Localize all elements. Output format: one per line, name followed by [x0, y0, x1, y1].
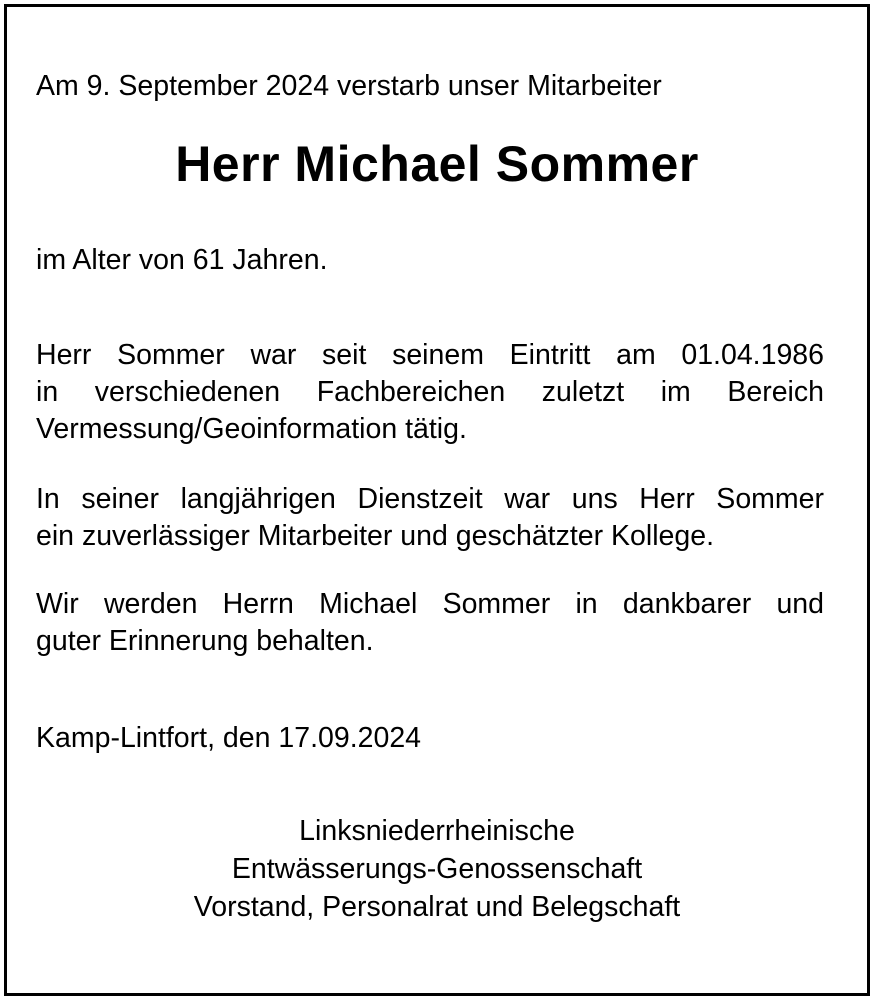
deceased-name: Herr Michael Sommer: [175, 136, 699, 192]
paragraph-line: Vermessung/Geoinformation tätig.: [36, 413, 467, 445]
paragraph-line: In seiner langjährigen Dienstzeit war uns Herr Sommer: [36, 483, 824, 515]
paragraph-line: Herr Sommer war seit seinem Eintritt am 01.04.1986: [36, 339, 824, 371]
paragraph-line: in verschiedenen Fachbereichen zuletzt im Bereich: [36, 376, 824, 408]
signoff-representatives: Vorstand, Personalrat und Belegschaft: [193, 891, 681, 923]
age-text: im Alter von 61 Jahren.: [36, 244, 328, 276]
intro-text: Am 9. September 2024 verstarb unser Mitarbeiter: [36, 70, 662, 102]
signoff-block: [0, 812, 874, 926]
place-date: Kamp-Lintfort, den 17.09.2024: [36, 722, 422, 754]
paragraph-line: guter Erinnerung behalten.: [36, 625, 374, 657]
signoff-organization-line1: Linksniederrheinische: [299, 815, 575, 847]
paragraph-career: [36, 337, 824, 448]
paragraph-remembrance: [36, 586, 824, 660]
signoff-organization-line2: Entwässerungs-Genossenschaft: [231, 853, 643, 885]
paragraph-appreciation: [36, 481, 824, 555]
paragraph-line: ein zuverlässiger Mitarbeiter und geschätzter Kollege.: [36, 520, 715, 552]
paragraph-line: Wir werden Herrn Michael Sommer in dankbarer und: [36, 588, 824, 620]
